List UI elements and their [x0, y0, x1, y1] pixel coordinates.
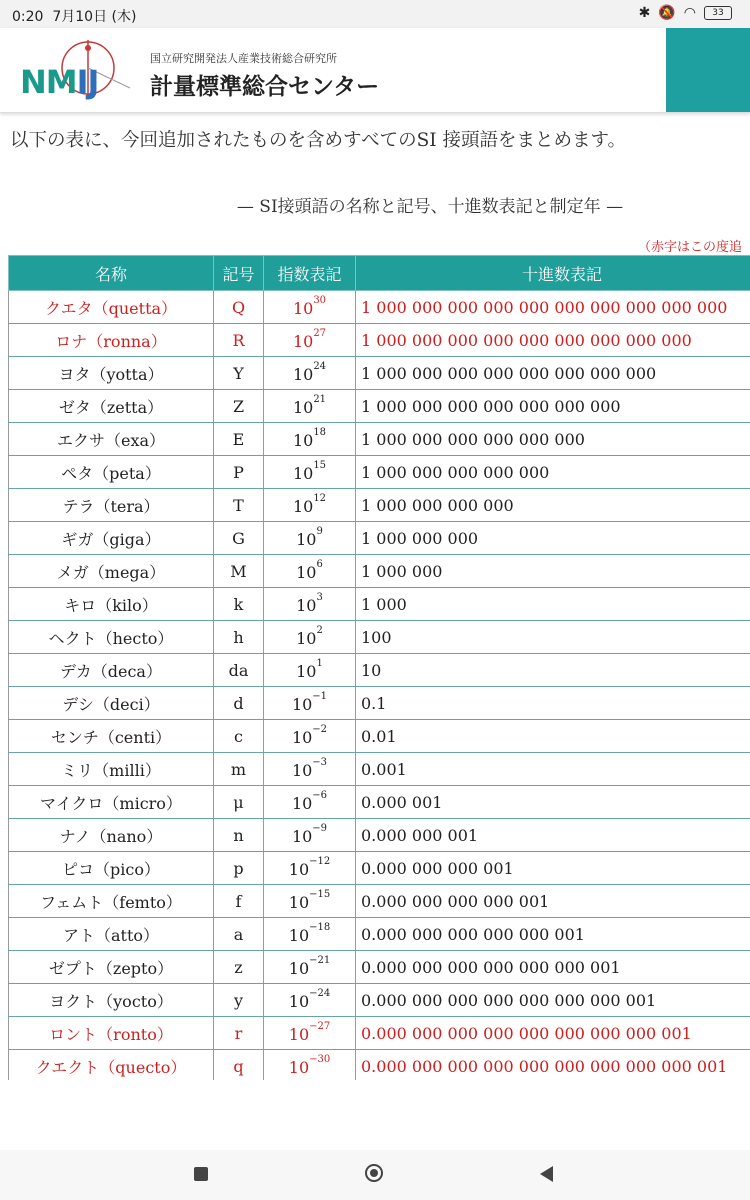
prefix-name: ゼプト（zepto）: [9, 951, 214, 984]
intro-text: 以下の表に、今回追加されたものを含めすべてのSI 接頭語をまとめます。: [10, 130, 627, 151]
prefix-symbol: d: [214, 687, 264, 720]
prefix-symbol: h: [214, 621, 264, 654]
prefix-exponent: [264, 423, 356, 456]
prefix-table-container[interactable]: [8, 255, 750, 1080]
prefix-name: ゼタ（zetta）: [9, 390, 214, 423]
prefix-exponent: [264, 390, 356, 423]
prefix-name: ピコ（pico）: [9, 852, 214, 885]
battery-icon: 33: [704, 6, 732, 20]
prefix-decimal: 0.000 000 000 000 000 000 000 000 000 001: [356, 1050, 750, 1081]
table-row: [9, 423, 750, 456]
prefix-exponent: [264, 1017, 356, 1050]
red-note: （赤字はこの度追: [638, 240, 743, 255]
exponent-base: 10: [292, 463, 314, 483]
site-header: [0, 28, 750, 113]
exponent-base: 10: [292, 397, 314, 417]
prefix-name: ペタ（peta）: [9, 456, 214, 489]
table-row: [9, 984, 750, 1017]
prefix-exponent: [264, 654, 356, 687]
prefix-decimal: 0.000 000 000 000 000 000 001: [356, 951, 750, 984]
logo-text: NMIJ: [20, 63, 99, 101]
status-bar: [0, 0, 750, 28]
prefix-exponent: [264, 951, 356, 984]
prefix-exponent: [264, 819, 356, 852]
prefix-decimal: 1 000 000 000 000: [356, 489, 750, 522]
exponent-power: −30: [309, 1053, 331, 1065]
status-time: [12, 6, 136, 26]
prefix-name: フェムト（femto）: [9, 885, 214, 918]
table-row: [9, 687, 750, 720]
exponent-base: 10: [288, 991, 310, 1011]
table-row: [9, 555, 750, 588]
prefix-exponent: [264, 753, 356, 786]
exponent-base: 10: [296, 628, 317, 648]
prefix-symbol: z: [214, 951, 264, 984]
table-row: [9, 456, 750, 489]
exponent-base: 10: [292, 364, 314, 384]
exponent-power: 27: [313, 327, 327, 339]
prefix-name: ヘクト（hecto）: [9, 621, 214, 654]
prefix-name: エクサ（exa）: [9, 423, 214, 456]
org-title[interactable]: 計量標準総合センター: [150, 74, 380, 100]
prefix-decimal: 1 000 000: [356, 555, 750, 588]
exponent-power: 21: [313, 393, 327, 405]
prefix-table: [8, 255, 750, 1080]
prefix-symbol: Y: [214, 357, 264, 390]
bluetooth-icon: ✱: [638, 5, 651, 21]
exponent-base: 10: [288, 892, 310, 912]
prefix-symbol: c: [214, 720, 264, 753]
prefix-name: マイクロ（micro）: [9, 786, 214, 819]
exponent-base: 10: [292, 331, 314, 351]
prefix-exponent: [264, 621, 356, 654]
prefix-symbol: E: [214, 423, 264, 456]
status-icons: [639, 5, 732, 21]
prefix-exponent: [264, 720, 356, 753]
prefix-decimal: 1 000 000 000 000 000: [356, 456, 750, 489]
header-name: 名称: [9, 256, 214, 291]
prefix-exponent: [264, 1050, 356, 1081]
prefix-exponent: [264, 918, 356, 951]
prefix-symbol: y: [214, 984, 264, 1017]
exponent-power: −21: [309, 954, 331, 966]
prefix-exponent: [264, 324, 356, 357]
prefix-symbol: da: [214, 654, 264, 687]
prefix-exponent: [264, 687, 356, 720]
prefix-decimal: 1 000 000 000 000 000 000 000: [356, 390, 750, 423]
prefix-symbol: Z: [214, 390, 264, 423]
exponent-power: 24: [313, 360, 327, 372]
prefix-name: テラ（tera）: [9, 489, 214, 522]
table-row: [9, 1050, 750, 1081]
exponent-base: 10: [296, 661, 317, 681]
prefix-symbol: p: [214, 852, 264, 885]
prefix-symbol: n: [214, 819, 264, 852]
prefix-exponent: [264, 885, 356, 918]
prefix-name: センチ（centi）: [9, 720, 214, 753]
prefix-decimal: 0.000 000 001: [356, 819, 750, 852]
table-body: [9, 291, 750, 1081]
prefix-exponent: [264, 984, 356, 1017]
table-row: [9, 885, 750, 918]
exponent-base: 10: [291, 793, 313, 813]
prefix-name: デシ（deci）: [9, 687, 214, 720]
header-exponent: 指数表記: [264, 256, 356, 291]
prefix-symbol: m: [214, 753, 264, 786]
prefix-name: キロ（kilo）: [9, 588, 214, 621]
exponent-power: 15: [313, 459, 327, 471]
table-row: [9, 522, 750, 555]
table-row: [9, 390, 750, 423]
exponent-power: 12: [313, 492, 327, 504]
prefix-symbol: k: [214, 588, 264, 621]
exponent-base: 10: [288, 1057, 310, 1077]
prefix-decimal: 0.01: [356, 720, 750, 753]
table-caption: — SI接頭語の名称と記号、十進数表記と制定年 —: [236, 197, 624, 217]
table-row: [9, 852, 750, 885]
prefix-decimal: 0.000 000 000 000 000 001: [356, 918, 750, 951]
table-row: [9, 1017, 750, 1050]
table-row: [9, 819, 750, 852]
android-nav-bar: [0, 1150, 750, 1200]
prefix-decimal: 1 000 000 000 000 000 000: [356, 423, 750, 456]
prefix-exponent: [264, 489, 356, 522]
prefix-name: ミリ（milli）: [9, 753, 214, 786]
clock: 0:20: [12, 9, 44, 25]
org-subtitle: 国立研究開発法人産業技術総合研究所: [150, 52, 337, 65]
prefix-exponent: [264, 786, 356, 819]
exponent-power: 2: [316, 624, 323, 636]
prefix-name: ロント（ronto）: [9, 1017, 214, 1050]
table-row: [9, 720, 750, 753]
table-row: [9, 951, 750, 984]
exponent-power: 3: [316, 591, 323, 603]
prefix-symbol: μ: [214, 786, 264, 819]
prefix-decimal: 100: [356, 621, 750, 654]
prefix-decimal: 0.001: [356, 753, 750, 786]
exponent-power: −24: [309, 987, 331, 999]
exponent-base: 10: [291, 694, 313, 714]
prefix-symbol: P: [214, 456, 264, 489]
exponent-base: 10: [296, 595, 317, 615]
exponent-power: −2: [312, 723, 328, 735]
prefix-exponent: [264, 852, 356, 885]
table-row: [9, 588, 750, 621]
prefix-symbol: a: [214, 918, 264, 951]
exponent-power: −3: [312, 756, 328, 768]
prefix-symbol: f: [214, 885, 264, 918]
prefix-exponent: [264, 522, 356, 555]
exponent-power: −12: [309, 855, 331, 867]
nmij-logo[interactable]: [20, 38, 135, 100]
prefix-name: ヨタ（yotta）: [9, 357, 214, 390]
exponent-base: 10: [291, 826, 313, 846]
prefix-decimal: 1 000 000 000 000 000 000 000 000: [356, 357, 750, 390]
exponent-base: 10: [291, 760, 313, 780]
back-icon[interactable]: [540, 1166, 553, 1182]
prefix-name: ロナ（ronna）: [9, 324, 214, 357]
table-row: [9, 621, 750, 654]
exponent-power: 18: [313, 426, 327, 438]
prefix-name: デカ（deca）: [9, 654, 214, 687]
prefix-symbol: R: [214, 324, 264, 357]
exponent-power: −1: [312, 690, 328, 702]
exponent-base: 10: [288, 925, 310, 945]
prefix-exponent: [264, 357, 356, 390]
exponent-base: 10: [296, 529, 317, 549]
prefix-symbol: Q: [214, 291, 264, 324]
exponent-base: 10: [291, 727, 313, 747]
exponent-base: 10: [292, 430, 314, 450]
prefix-decimal: 0.1: [356, 687, 750, 720]
prefix-decimal: 0.000 000 000 000 001: [356, 885, 750, 918]
exponent-power: −27: [309, 1020, 331, 1032]
wifi-icon: ◠: [683, 5, 696, 21]
prefix-name: ギガ（giga）: [9, 522, 214, 555]
prefix-decimal: 0.000 001: [356, 786, 750, 819]
exponent-base: 10: [296, 562, 317, 582]
prefix-exponent: [264, 456, 356, 489]
prefix-exponent: [264, 291, 356, 324]
prefix-decimal: 1 000 000 000 000 000 000 000 000 000 000: [356, 291, 750, 324]
prefix-symbol: r: [214, 1017, 264, 1050]
table-row: [9, 324, 750, 357]
exponent-power: −18: [309, 921, 331, 933]
menu-button[interactable]: [666, 28, 750, 112]
prefix-decimal: 1 000 000 000 000 000 000 000 000 000: [356, 324, 750, 357]
prefix-decimal: 0.000 000 000 000 000 000 000 001: [356, 984, 750, 1017]
prefix-decimal: 1 000: [356, 588, 750, 621]
prefix-decimal: 0.000 000 000 001: [356, 852, 750, 885]
table-header-row: [9, 256, 750, 291]
prefix-exponent: [264, 588, 356, 621]
exponent-power: −9: [312, 822, 328, 834]
exponent-power: 9: [316, 525, 323, 537]
home-icon[interactable]: [365, 1164, 383, 1182]
table-row: [9, 918, 750, 951]
table-row: [9, 654, 750, 687]
prefix-name: アト（atto）: [9, 918, 214, 951]
exponent-base: 10: [292, 298, 314, 318]
table-row: [9, 291, 750, 324]
prefix-symbol: G: [214, 522, 264, 555]
prefix-symbol: T: [214, 489, 264, 522]
table-row: [9, 753, 750, 786]
header-symbol: 記号: [214, 256, 264, 291]
table-row: [9, 786, 750, 819]
exponent-base: 10: [288, 859, 310, 879]
date: 7月10日 (木): [52, 9, 137, 25]
prefix-decimal: 1 000 000 000: [356, 522, 750, 555]
prefix-name: メガ（mega）: [9, 555, 214, 588]
exponent-base: 10: [288, 958, 310, 978]
exponent-base: 10: [292, 496, 314, 516]
exponent-power: −15: [309, 888, 331, 900]
prefix-decimal: 0.000 000 000 000 000 000 000 000 001: [356, 1017, 750, 1050]
exponent-power: 6: [316, 558, 323, 570]
exponent-base: 10: [288, 1024, 310, 1044]
prefix-decimal: 10: [356, 654, 750, 687]
prefix-symbol: M: [214, 555, 264, 588]
prefix-name: クエクト（quecto）: [9, 1050, 214, 1081]
prefix-name: ヨクト（yocto）: [9, 984, 214, 1017]
exponent-power: 30: [313, 294, 327, 306]
table-row: [9, 489, 750, 522]
prefix-symbol: q: [214, 1050, 264, 1081]
exponent-power: −6: [312, 789, 328, 801]
recents-icon[interactable]: [194, 1167, 208, 1181]
exponent-power: 1: [316, 657, 323, 669]
mute-icon: 🔕: [658, 5, 676, 21]
header-decimal: 十進数表記: [356, 256, 750, 291]
prefix-name: ナノ（nano）: [9, 819, 214, 852]
prefix-exponent: [264, 555, 356, 588]
table-row: [9, 357, 750, 390]
prefix-name: クエタ（quetta）: [9, 291, 214, 324]
